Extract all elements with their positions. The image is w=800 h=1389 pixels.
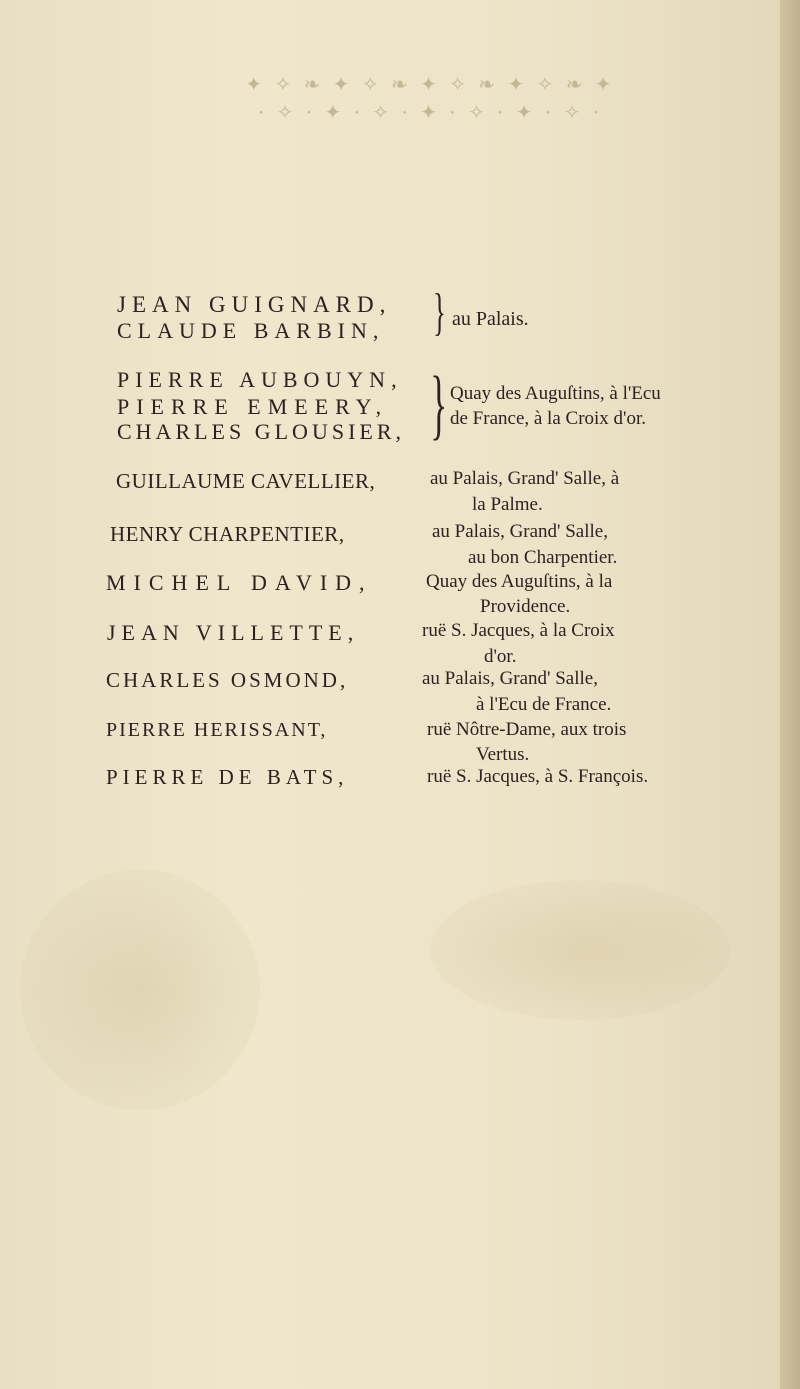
entry-6-address: ruë Nôtre-Dame, aux trois [427,719,627,740]
group2-name-3: CHARLES GLOUSIER, [117,419,406,444]
bleed-through-ornament: ✦ ✧ ❧ ✦ ✧ ❧ ✦ ✧ ❧ ✦ ✧ ❧ ✦ · ✧ · ✦ · ✧ · ✦ · ✧ · ✦ · ✧ · [245,72,615,124]
group2-name-2: PIERRE EMEERY, [117,394,389,419]
entry-1-name: GUILLAUME CAVELLIER, [116,469,376,493]
entry-2-name: HENRY CHARPENTIER, [110,522,345,546]
brace-icon: } [433,284,446,341]
entry-1-continuation: la Palme. [472,494,543,515]
entry-4-continuation: d'or. [484,646,517,667]
entry-7-address: ruë S. Jacques, à S. François. [427,766,649,787]
entry-5-name: CHARLES OSMOND, [106,668,349,692]
entry-4-address: ruë S. Jacques, à la Croix [422,620,615,641]
entry-5-address: au Palais, Grand' Salle, [422,668,598,689]
group1-name-2: CLAUDE BARBIN, [117,318,385,343]
entry-1-address: au Palais, Grand' Salle, à [430,468,620,489]
group2-address-line-1: Quay des Auguſtins, à l'Ecu [450,383,661,404]
entry-7-name: PIERRE DE BATS, [106,765,349,789]
brace-icon: } [430,360,448,447]
entry-4-name: JEAN VILLETTE, [107,620,360,645]
paper-stain [20,870,260,1110]
paper-stain [430,880,730,1020]
group1-name-1: JEAN GUIGNARD, [117,292,392,317]
entry-6-continuation: Vertus. [476,744,530,765]
group2-address-line-2: de France, à la Croix d'or. [450,408,647,429]
entry-3-address: Quay des Auguſtins, à la [426,571,613,592]
group1-address: au Palais. [452,308,529,330]
entry-6-name: PIERRE HERISSANT, [106,719,328,741]
entry-2-continuation: au bon Charpentier. [468,547,618,568]
entry-3-continuation: Providence. [480,596,571,617]
entry-2-address: au Palais, Grand' Salle, [432,521,608,542]
page-edge [780,0,800,1389]
group2-name-1: PIERRE AUBOUYN, [117,367,403,392]
entry-3-name: MICHEL DAVID, [106,570,373,595]
entry-5-continuation: à l'Ecu de France. [476,694,612,715]
